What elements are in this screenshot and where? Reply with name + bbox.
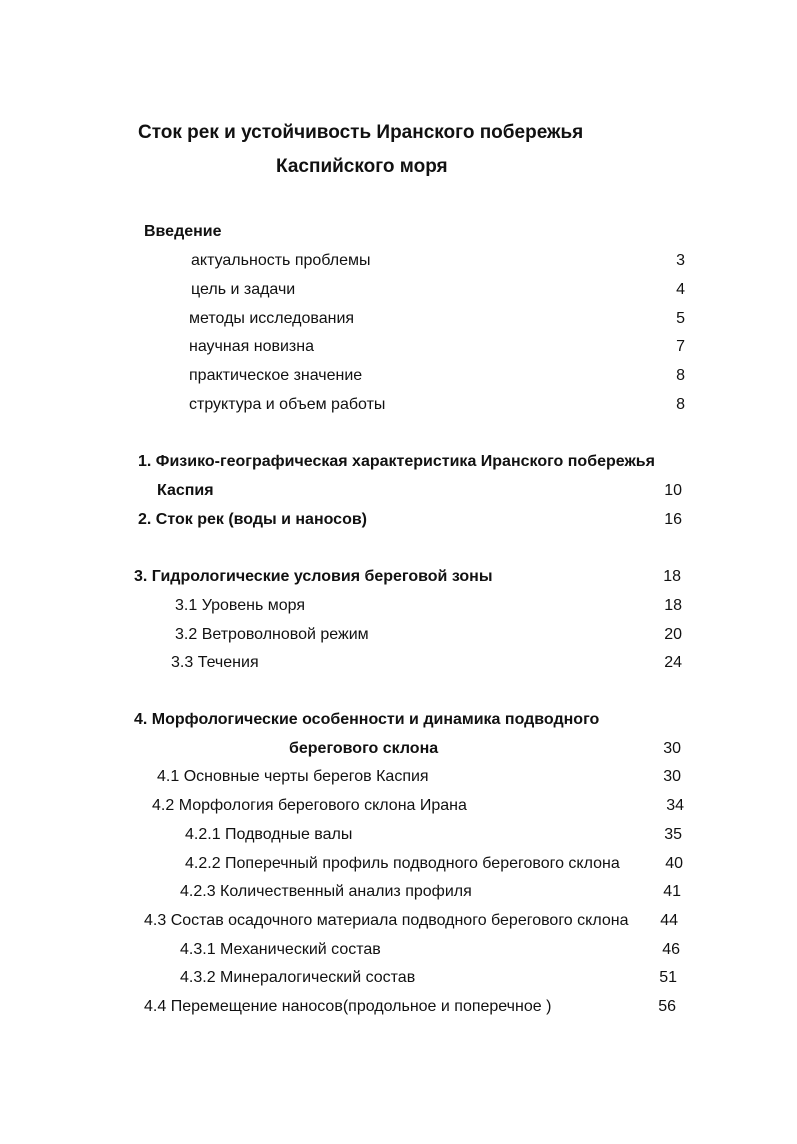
chapter-1-title-line1: 1. Физико-географическая характеристика Иранского побережья: [138, 453, 655, 470]
toc-entry-page: 20: [664, 626, 682, 643]
chapter-1-page: 10: [664, 482, 682, 499]
toc-entry-label: 4.2.2 Поперечный профиль подводного берегового склона: [185, 855, 620, 872]
toc-entry-page: 3: [676, 252, 685, 269]
toc-entry-label: 4.2 Морфология берегового склона Ирана: [152, 797, 467, 814]
chapter-3-title: 3. Гидрологические условия береговой зоны: [134, 568, 493, 585]
toc-entry-label: структура и объем работы: [189, 396, 386, 413]
toc-entry-page: 56: [658, 998, 676, 1015]
toc-entry-label: 4.3.2 Минералогический состав: [180, 969, 416, 986]
toc-entry-label: 3.2 Ветроволновой режим: [175, 626, 369, 643]
toc-entry-label: методы исследования: [189, 310, 355, 327]
toc-entry-label: 4.2.1 Подводные валы: [185, 826, 353, 843]
toc-entry-page: 4: [676, 281, 685, 298]
chapter-2-title: 2. Сток рек (воды и наносов): [138, 511, 368, 528]
toc-entry-label: актуальность проблемы: [191, 252, 371, 269]
toc-entry-label: практическое значение: [189, 367, 363, 384]
page-title-line2: Каспийского моря: [276, 156, 448, 177]
toc-entry-page: 41: [663, 883, 681, 900]
toc-entry-page: 8: [676, 396, 685, 413]
toc-entry-page: 7: [676, 338, 685, 355]
toc-entry-page: 51: [659, 969, 677, 986]
toc-entry-page: 34: [666, 797, 684, 814]
page-title-line1: Сток рек и устойчивость Иранского побережья: [138, 122, 584, 143]
toc-entry-label: 3.1 Уровень моря: [175, 597, 306, 614]
toc-entry-label: 3.3 Течения: [171, 654, 259, 671]
chapter-4-title-line1: 4. Морфологические особенности и динамика подводного: [134, 711, 600, 728]
chapter-1-title-line2: Каспия: [157, 482, 214, 499]
toc-entry-page: 44: [660, 912, 678, 929]
toc-entry-page: 46: [662, 941, 680, 958]
toc-entry-page: 30: [663, 768, 681, 785]
toc-entry-label: научная новизна: [189, 338, 314, 355]
chapter-4-page: 30: [663, 740, 681, 757]
toc-entry-label: 4.1 Основные черты берегов Каспия: [157, 768, 429, 785]
toc-entry-page: 24: [664, 654, 682, 671]
toc-entry-page: 8: [676, 367, 685, 384]
chapter-2-page: 16: [664, 511, 682, 528]
toc-entry-page: 5: [676, 310, 685, 327]
toc-entry-label: 4.4 Перемещение наносов(продольное и поперечное ): [144, 998, 552, 1015]
toc-entry-label: 4.2.3 Количественный анализ профиля: [180, 883, 472, 900]
intro-heading: Введение: [144, 223, 222, 240]
toc-entry-page: 40: [665, 855, 683, 872]
toc-entry-label: 4.3.1 Механический состав: [180, 941, 381, 958]
toc-entry-label: 4.3 Состав осадочного материала подводного берегового склона: [144, 912, 629, 929]
toc-entry-label: цель и задачи: [191, 281, 296, 298]
chapter-3-page: 18: [663, 568, 681, 585]
toc-entry-page: 18: [664, 597, 682, 614]
chapter-4-title-line2: берегового склона: [289, 740, 439, 757]
toc-entry-page: 35: [664, 826, 682, 843]
